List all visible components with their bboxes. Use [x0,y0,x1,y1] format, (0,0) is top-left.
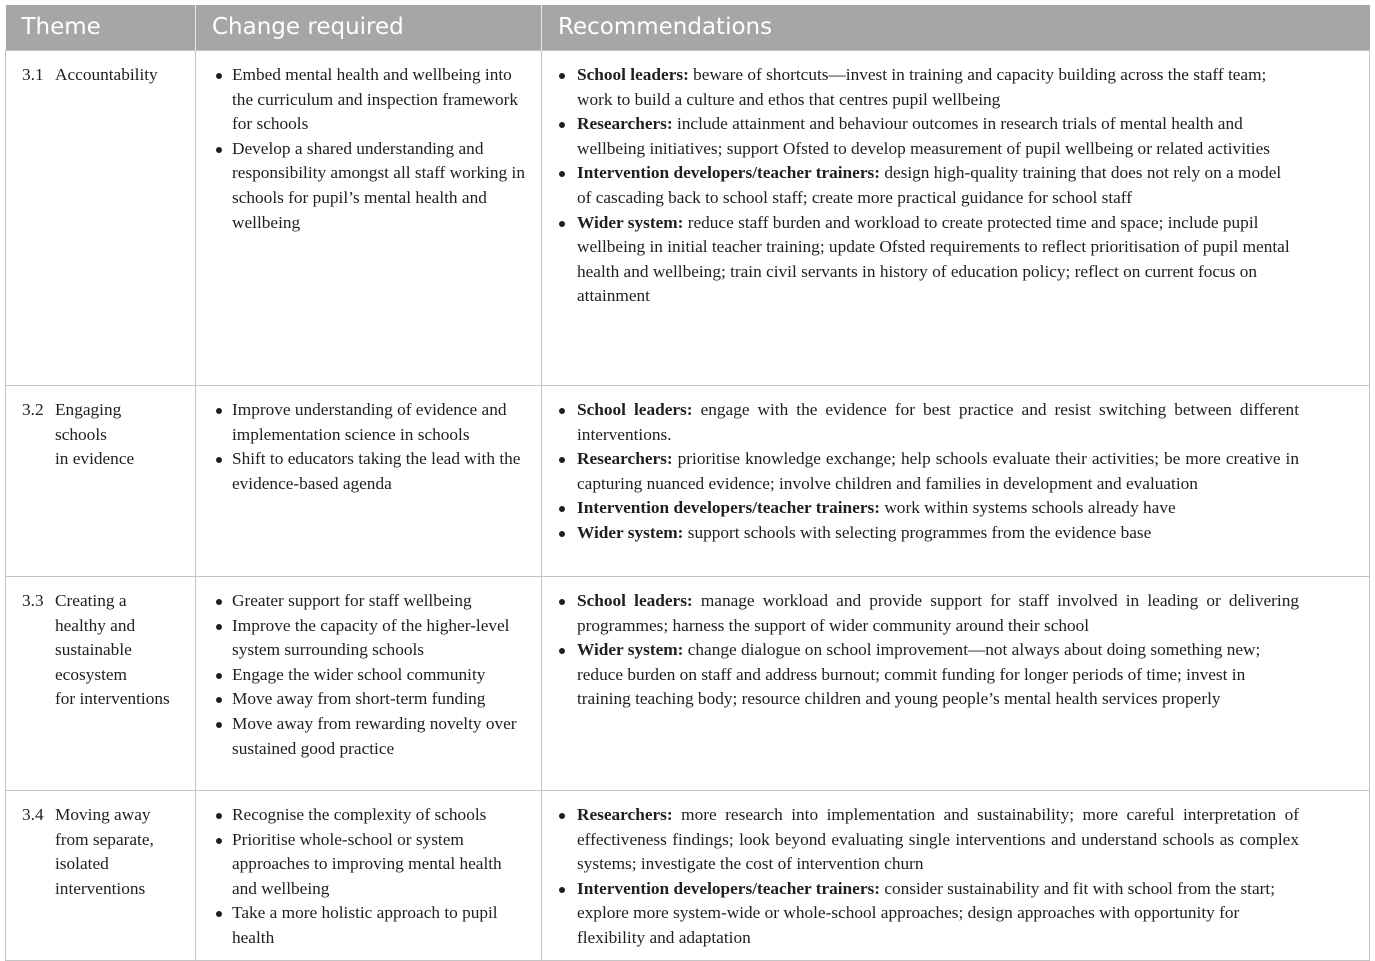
theme-title-line: Moving away [55,805,151,824]
change-required-item: Shift to educators taking the lead with the evidence-based agenda [216,447,529,496]
table-body [6,51,1370,961]
theme-title-line: Engaging [55,400,122,419]
theme-number: 3.1 [22,65,44,84]
recommendation-item [559,211,1299,309]
recommendation-audience: Intervention developers/teacher trainers: [577,163,880,183]
recommendations-table [5,5,1370,961]
change-required-list [216,398,529,496]
recommendation-item [559,63,1299,112]
change-required-item: Engage the wider school community [216,663,529,688]
change-required-item: Recognise the complexity of schools [216,803,529,828]
table-header [6,5,1370,51]
recommendation-text: prioritise knowledge exchange; help schools evaluate their activities; be more creative in capturing nuanced evidence; involve children and families in development and evaluation [577,449,1299,493]
theme-title-line: interventions [55,878,146,898]
theme-title-line: isolated [55,854,109,874]
recommendation-text: design high-quality training that does not rely on a model of cascading back to school staff; create more practical guidance for school staff [577,163,1282,207]
header-recommendations: Recommendations [542,5,1370,51]
theme-title-line: Creating a [55,591,127,610]
recommendation-item [559,803,1299,877]
theme-title-line: sustainable [55,640,132,660]
header-theme: Theme [6,5,196,51]
theme-title-line: for interventions [55,689,170,709]
recommendation-item [559,521,1299,546]
recommendation-item [559,589,1299,638]
theme-title-line: ecosystem [55,664,127,684]
recommendation-text: more research into implementation and sustainability; more careful interpretation of effectiveness findings; look beyond evaluating single interventions and understand schools as complex systems; investigate the cost of intervention churn [577,805,1299,874]
recommendation-item [559,161,1299,210]
change-required-item: Develop a shared understanding and responsibility amongst all staff working in schools for pupil’s mental health and wellbeing [216,137,529,235]
change-required-item: Take a more holistic approach to pupil health [216,901,529,950]
theme-title-line: in evidence [55,449,135,469]
recommendations-list [559,398,1299,546]
recommendation-audience: Researchers: [577,449,673,469]
recommendation-item [559,112,1299,161]
recommendations-cell [542,791,1370,961]
theme-title-line: from separate, [55,829,154,849]
change-required-cell [196,386,542,577]
recommendation-item [559,398,1299,447]
change-required-cell [196,791,542,961]
recommendation-text: support schools with selecting programmes from the evidence base [683,522,1152,542]
recommendation-audience: Intervention developers/teacher trainers: [577,498,880,518]
change-required-item: Improve understanding of evidence and implementation science in schools [216,398,529,447]
recommendation-audience: Wider system: [577,522,684,542]
recommendation-audience: Intervention developers/teacher trainers: [577,878,880,898]
change-required-list [216,589,529,761]
recommendation-audience: School leaders: [577,400,693,419]
change-required-item: Greater support for staff wellbeing [216,589,529,614]
table-row [6,791,1370,961]
header-change-required: Change required [196,5,542,51]
recommendation-text: manage workload and provide support for staff involved in leading or delivering programmes; harness the support of wider community around their school [577,591,1299,635]
change-required-list [216,803,529,951]
recommendation-item [559,638,1299,712]
recommendations-list [559,589,1299,712]
change-required-item: Improve the capacity of the higher-level system surrounding schools [216,614,529,663]
recommendation-audience: Researchers: [577,805,673,824]
recommendation-item [559,877,1299,951]
recommendation-text: work within systems schools already have [880,498,1176,518]
recommendation-audience: School leaders: [577,591,693,610]
recommendations-cell [542,577,1370,791]
theme-title-line: schools [55,424,107,444]
theme-number: 3.3 [22,591,44,610]
recommendation-text: consider sustainability and fit with school from the start; explore more system-wide or whole-school approaches; design approaches with opportunity for flexibility and adaptation [577,878,1275,947]
change-required-cell [196,51,542,386]
change-required-item: Prioritise whole-school or system approaches to improving mental health and wellbeing [216,828,529,902]
theme-number: 3.4 [22,805,44,824]
recommendations-cell [542,51,1370,386]
theme-number: 3.2 [22,400,44,419]
theme-cell [6,386,196,577]
table-row [6,51,1370,386]
recommendation-text: engage with the evidence for best practice and resist switching between different interventions. [577,400,1300,444]
recommendation-text: reduce staff burden and workload to create protected time and space; include pupil wellbeing in initial teacher training; update Ofsted requirements to reflect prioritisation of pupil mental health and wellbeing; train civil servants in history of education policy; reflect on current focus on attainment [577,212,1290,306]
theme-title [55,589,170,712]
theme-title-line: Accountability [55,65,158,84]
recommendation-item [559,496,1299,521]
theme-cell [6,791,196,961]
recommendation-audience: Wider system: [577,640,684,660]
recommendations-list [559,803,1299,951]
recommendation-audience: School leaders: [577,65,689,84]
recommendation-text: beware of shortcuts—invest in training and capacity building across the staff team; work to build a culture and ethos that centres pupil wellbeing [577,65,1267,109]
theme-title [55,398,134,472]
recommendation-text: include attainment and behaviour outcomes in research trials of mental health and wellbeing initiatives; support Ofsted to develop measurement of pupil wellbeing or related activities [577,114,1270,158]
theme-cell [6,577,196,791]
recommendation-text: change dialogue on school improvement—not always about doing something new; reduce burden on staff and address burnout; commit funding for longer periods of time; invest in training teaching body; resource children and young people’s mental health services properly [577,640,1261,709]
header-row [6,5,1370,51]
table-row [6,577,1370,791]
change-required-list [216,63,529,235]
table-row [6,386,1370,577]
theme-title [55,63,158,88]
recommendations-list [559,63,1299,309]
recommendations-cell [542,386,1370,577]
change-required-item: Embed mental health and wellbeing into the curriculum and inspection framework for schools [216,63,529,137]
theme-title [55,803,154,901]
recommendation-item [559,447,1299,496]
change-required-item: Move away from rewarding novelty over sustained good practice [216,712,529,761]
recommendation-audience: Wider system: [577,212,684,232]
theme-title-line: healthy and [55,615,136,635]
theme-cell [6,51,196,386]
change-required-item: Move away from short-term funding [216,687,529,712]
change-required-cell [196,577,542,791]
recommendation-audience: Researchers: [577,114,673,134]
